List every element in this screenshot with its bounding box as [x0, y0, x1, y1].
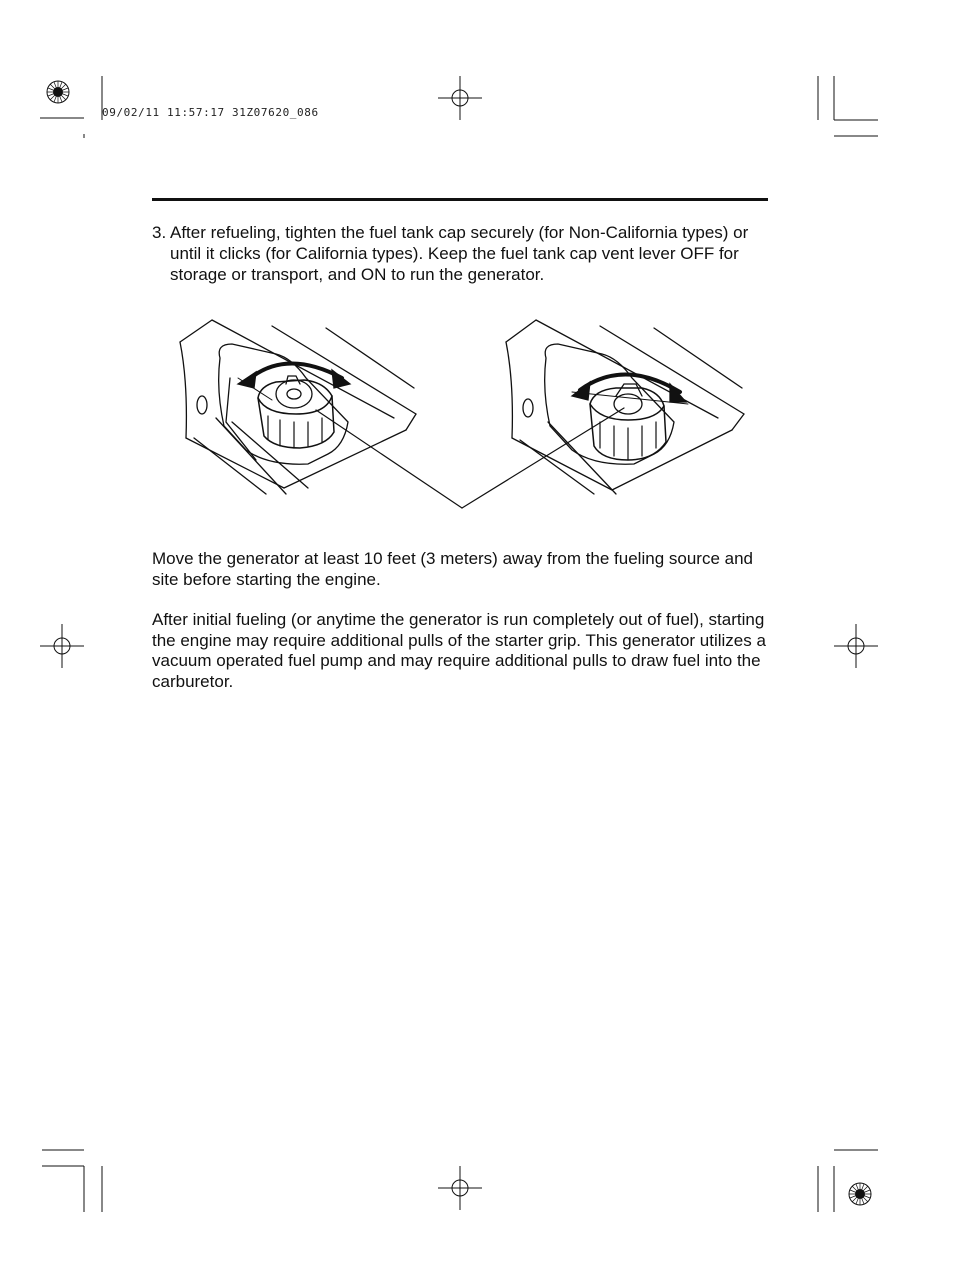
registration-mark-right-middle: [834, 624, 878, 668]
registration-mark-bottom-right: [816, 1148, 880, 1214]
registration-mark-top-center: [438, 76, 482, 120]
step-3: [152, 222, 772, 285]
registration-mark-left-middle: [40, 624, 84, 668]
registration-mark-bottom-center: [438, 1166, 482, 1210]
fuel-tank-cap-non-california-icon: [180, 320, 416, 494]
callout-leader: [316, 408, 624, 508]
step-number: 3.: [152, 223, 167, 242]
crop-mark-top-right: [816, 76, 880, 138]
fuel-tank-cap-california-icon: [506, 320, 744, 494]
step-text: After refueling, tighten the fuel tank cap securely (for Non-California types) or until it clicks (for California types). Keep the fuel tank cap vent lever OFF for storage or transport, and ON to run the generator.: [170, 223, 749, 284]
print-timestamp: 09/02/11 11:57:17 31Z07620_086: [102, 106, 319, 119]
header-rule: [152, 198, 768, 201]
crop-mark-bottom-left: [40, 1148, 106, 1214]
paragraph-move-generator: Move the generator at least 10 feet (3 meters) away from the fueling source and site before starting the engine.: [152, 549, 753, 589]
paragraph-initial-fueling: After initial fueling (or anytime the generator is run completely out of fuel), starting the engine may require additional pulls of the starter grip. This generator utilizes a vacuum operated fuel pump and may require additional pulls to draw fuel into the carburetor.: [152, 610, 766, 691]
fuel-cap-illustration: [176, 318, 756, 514]
registration-mark-top-left: [40, 76, 106, 138]
